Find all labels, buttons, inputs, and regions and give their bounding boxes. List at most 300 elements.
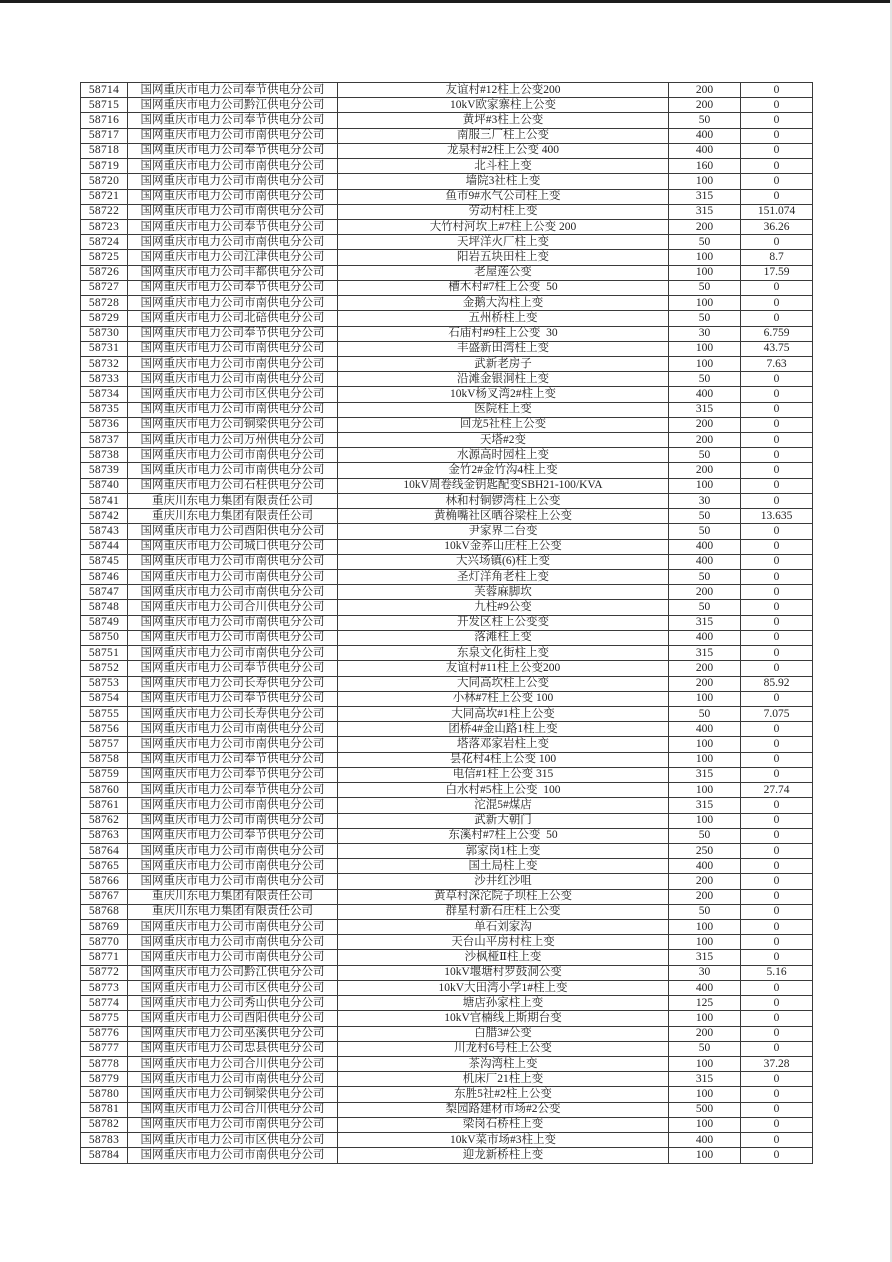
value-cell: 27.74 (741, 783, 813, 798)
value-cell: 0 (741, 539, 813, 554)
company-cell: 国网重庆市电力公司奉节供电分公司 (128, 752, 338, 767)
table-row (81, 1057, 813, 1072)
row-id-cell: 58734 (81, 387, 128, 402)
value-cell: 0 (741, 600, 813, 615)
table-row (81, 585, 813, 600)
company-cell: 重庆川东电力集团有限责任公司 (128, 493, 338, 508)
capacity-cell: 50 (669, 509, 741, 524)
row-id-cell: 58775 (81, 1011, 128, 1026)
company-cell: 国网重庆市电力公司市南供电分公司 (128, 174, 338, 189)
transformer-name-cell: 电信#1柱上公变 315 (338, 767, 669, 782)
table-row (81, 554, 813, 569)
capacity-cell: 100 (669, 935, 741, 950)
capacity-cell: 50 (669, 311, 741, 326)
value-cell: 0 (741, 554, 813, 569)
capacity-cell: 100 (669, 813, 741, 828)
row-id-cell: 58721 (81, 189, 128, 204)
capacity-cell: 100 (669, 752, 741, 767)
value-cell: 0 (741, 950, 813, 965)
transformer-name-cell: 龙泉村#2柱上公变 400 (338, 143, 669, 158)
transformer-name-cell: 武新老房子 (338, 356, 669, 371)
value-cell: 0 (741, 630, 813, 645)
row-id-cell: 58765 (81, 859, 128, 874)
company-cell: 国网重庆市电力公司市南供电分公司 (128, 843, 338, 858)
value-cell: 13.635 (741, 509, 813, 524)
transformer-name-cell: 黄草村深沱院子坝柱上公变 (338, 889, 669, 904)
value-cell: 0 (741, 691, 813, 706)
company-cell: 国网重庆市电力公司市南供电分公司 (128, 128, 338, 143)
transformer-name-cell: 天塔#2变 (338, 433, 669, 448)
value-cell: 8.7 (741, 250, 813, 265)
table-row (81, 1011, 813, 1026)
company-cell: 国网重庆市电力公司市南供电分公司 (128, 235, 338, 250)
transformer-table-container (80, 82, 813, 1164)
value-cell: 0 (741, 296, 813, 311)
transformer-name-cell: 友谊村#12柱上公变200 (338, 83, 669, 98)
table-row (81, 402, 813, 417)
row-id-cell: 58714 (81, 83, 128, 98)
row-id-cell: 58720 (81, 174, 128, 189)
table-row (81, 448, 813, 463)
transformer-name-cell: 白水村#5柱上公变 100 (338, 783, 669, 798)
company-cell: 国网重庆市电力公司铜梁供电分公司 (128, 1087, 338, 1102)
transformer-name-cell: 圣灯洋角老柱上变 (338, 570, 669, 585)
table-row (81, 737, 813, 752)
row-id-cell: 58749 (81, 615, 128, 630)
table-row (81, 706, 813, 721)
value-cell: 0 (741, 463, 813, 478)
company-cell: 国网重庆市电力公司奉节供电分公司 (128, 828, 338, 843)
transformer-name-cell: 友谊村#11柱上公变200 (338, 661, 669, 676)
row-id-cell: 58759 (81, 767, 128, 782)
capacity-cell: 100 (669, 737, 741, 752)
table-body (81, 83, 813, 1164)
capacity-cell: 50 (669, 1041, 741, 1056)
company-cell: 国网重庆市电力公司城口供电分公司 (128, 539, 338, 554)
capacity-cell: 30 (669, 326, 741, 341)
value-cell: 0 (741, 98, 813, 113)
value-cell: 0 (741, 417, 813, 432)
capacity-cell: 160 (669, 159, 741, 174)
capacity-cell: 315 (669, 950, 741, 965)
row-id-cell: 58778 (81, 1057, 128, 1072)
value-cell: 0 (741, 478, 813, 493)
table-row (81, 250, 813, 265)
company-cell: 国网重庆市电力公司市南供电分公司 (128, 950, 338, 965)
transformer-name-cell: 迎龙新桥柱上变 (338, 1148, 669, 1164)
value-cell: 0 (741, 524, 813, 539)
capacity-cell: 100 (669, 1011, 741, 1026)
value-cell: 0 (741, 661, 813, 676)
company-cell: 国网重庆市电力公司市南供电分公司 (128, 1072, 338, 1087)
value-cell: 0 (741, 843, 813, 858)
table-row (81, 219, 813, 234)
row-id-cell: 58718 (81, 143, 128, 158)
row-id-cell: 58730 (81, 326, 128, 341)
table-row (81, 296, 813, 311)
transformer-name-cell: 10kV欧家寨柱上公变 (338, 98, 669, 113)
row-id-cell: 58741 (81, 493, 128, 508)
company-cell: 国网重庆市电力公司市南供电分公司 (128, 1117, 338, 1132)
company-cell: 国网重庆市电力公司市区供电分公司 (128, 1133, 338, 1148)
transformer-name-cell: 北斗柱上变 (338, 159, 669, 174)
table-row (81, 372, 813, 387)
transformer-name-cell: 回龙5社柱上公变 (338, 417, 669, 432)
value-cell: 17.59 (741, 265, 813, 280)
row-id-cell: 58744 (81, 539, 128, 554)
transformer-name-cell: 10kV周卷线金钥匙配变SBH21-100/KVA (338, 478, 669, 493)
company-cell: 国网重庆市电力公司合川供电分公司 (128, 1102, 338, 1117)
transformer-name-cell: 武新大朝门 (338, 813, 669, 828)
company-cell: 国网重庆市电力公司酉阳供电分公司 (128, 1011, 338, 1026)
capacity-cell: 100 (669, 250, 741, 265)
transformer-name-cell: 昙花村4柱上公变 100 (338, 752, 669, 767)
capacity-cell: 200 (669, 661, 741, 676)
row-id-cell: 58755 (81, 706, 128, 721)
transformer-name-cell: 黄坪#3柱上公变 (338, 113, 669, 128)
table-row (81, 1133, 813, 1148)
table-row (81, 189, 813, 204)
capacity-cell: 200 (669, 98, 741, 113)
value-cell: 151.074 (741, 204, 813, 219)
transformer-name-cell: 10kV堰塘村罗鼓洞公变 (338, 965, 669, 980)
row-id-cell: 58739 (81, 463, 128, 478)
row-id-cell: 58732 (81, 356, 128, 371)
value-cell: 0 (741, 996, 813, 1011)
row-id-cell: 58768 (81, 904, 128, 919)
row-id-cell: 58731 (81, 341, 128, 356)
company-cell: 国网重庆市电力公司长寿供电分公司 (128, 676, 338, 691)
capacity-cell: 315 (669, 189, 741, 204)
capacity-cell: 100 (669, 1087, 741, 1102)
table-row (81, 1117, 813, 1132)
table-row (81, 935, 813, 950)
row-id-cell: 58766 (81, 874, 128, 889)
capacity-cell: 50 (669, 706, 741, 721)
transformer-name-cell: 大兴场镇(6)柱上变 (338, 554, 669, 569)
transformer-name-cell: 沿滩金银洞柱上变 (338, 372, 669, 387)
transformer-name-cell: 丰盛新田湾柱上变 (338, 341, 669, 356)
table-row (81, 98, 813, 113)
capacity-cell: 400 (669, 554, 741, 569)
row-id-cell: 58726 (81, 265, 128, 280)
transformer-name-cell: 机床厂21柱上变 (338, 1072, 669, 1087)
row-id-cell: 58750 (81, 630, 128, 645)
transformer-name-cell: 白腊3#公变 (338, 1026, 669, 1041)
row-id-cell: 58761 (81, 798, 128, 813)
table-row (81, 965, 813, 980)
table-row (81, 980, 813, 995)
value-cell: 0 (741, 387, 813, 402)
value-cell: 0 (741, 1117, 813, 1132)
transformer-table (80, 82, 813, 1164)
company-cell: 重庆川东电力集团有限责任公司 (128, 889, 338, 904)
table-row (81, 478, 813, 493)
company-cell: 国网重庆市电力公司市南供电分公司 (128, 356, 338, 371)
table-row (81, 904, 813, 919)
table-row (81, 920, 813, 935)
transformer-name-cell: 五州桥柱上变 (338, 311, 669, 326)
row-id-cell: 58736 (81, 417, 128, 432)
company-cell: 重庆川东电力集团有限责任公司 (128, 904, 338, 919)
transformer-name-cell: 茶沟湾柱上变 (338, 1057, 669, 1072)
company-cell: 国网重庆市电力公司奉节供电分公司 (128, 661, 338, 676)
company-cell: 国网重庆市电力公司奉节供电分公司 (128, 113, 338, 128)
capacity-cell: 200 (669, 463, 741, 478)
table-row (81, 828, 813, 843)
transformer-name-cell: 医院柱上变 (338, 402, 669, 417)
capacity-cell: 100 (669, 265, 741, 280)
company-cell: 国网重庆市电力公司市南供电分公司 (128, 920, 338, 935)
capacity-cell: 100 (669, 296, 741, 311)
page-top-border (0, 0, 892, 3)
row-id-cell: 58737 (81, 433, 128, 448)
table-row (81, 113, 813, 128)
company-cell: 国网重庆市电力公司万州供电分公司 (128, 433, 338, 448)
value-cell: 0 (741, 828, 813, 843)
table-row (81, 387, 813, 402)
capacity-cell: 30 (669, 965, 741, 980)
table-row (81, 859, 813, 874)
capacity-cell: 50 (669, 600, 741, 615)
company-cell: 国网重庆市电力公司市区供电分公司 (128, 980, 338, 995)
table-row (81, 630, 813, 645)
company-cell: 国网重庆市电力公司秀山供电分公司 (128, 996, 338, 1011)
table-row (81, 539, 813, 554)
row-id-cell: 58758 (81, 752, 128, 767)
capacity-cell: 50 (669, 113, 741, 128)
row-id-cell: 58716 (81, 113, 128, 128)
company-cell: 国网重庆市电力公司市南供电分公司 (128, 463, 338, 478)
capacity-cell: 315 (669, 615, 741, 630)
transformer-name-cell: 林和村铜锣湾柱上公变 (338, 493, 669, 508)
transformer-name-cell: 塔落邓家岩柱上变 (338, 737, 669, 752)
table-row (81, 1148, 813, 1164)
value-cell: 0 (741, 1072, 813, 1087)
capacity-cell: 100 (669, 356, 741, 371)
company-cell: 国网重庆市电力公司市南供电分公司 (128, 813, 338, 828)
row-id-cell: 58767 (81, 889, 128, 904)
company-cell: 国网重庆市电力公司市南供电分公司 (128, 935, 338, 950)
value-cell: 0 (741, 235, 813, 250)
value-cell: 0 (741, 113, 813, 128)
company-cell: 国网重庆市电力公司市南供电分公司 (128, 372, 338, 387)
capacity-cell: 400 (669, 859, 741, 874)
capacity-cell: 315 (669, 402, 741, 417)
capacity-cell: 400 (669, 630, 741, 645)
transformer-name-cell: 梁岗石桥柱上变 (338, 1117, 669, 1132)
transformer-name-cell: 墙院3社柱上变 (338, 174, 669, 189)
value-cell: 0 (741, 889, 813, 904)
table-row (81, 661, 813, 676)
table-row (81, 1041, 813, 1056)
row-id-cell: 58742 (81, 509, 128, 524)
transformer-name-cell: 水源高时园柱上变 (338, 448, 669, 463)
table-row (81, 722, 813, 737)
row-id-cell: 58756 (81, 722, 128, 737)
table-row (81, 174, 813, 189)
capacity-cell: 315 (669, 204, 741, 219)
table-row (81, 752, 813, 767)
transformer-name-cell: 单石刘家沟 (338, 920, 669, 935)
capacity-cell: 200 (669, 585, 741, 600)
capacity-cell: 50 (669, 280, 741, 295)
company-cell: 国网重庆市电力公司市南供电分公司 (128, 859, 338, 874)
transformer-name-cell: 郭家岗1柱上变 (338, 843, 669, 858)
value-cell: 0 (741, 159, 813, 174)
capacity-cell: 400 (669, 980, 741, 995)
value-cell: 0 (741, 433, 813, 448)
table-row (81, 159, 813, 174)
table-row (81, 1026, 813, 1041)
value-cell: 0 (741, 1011, 813, 1026)
row-id-cell: 58777 (81, 1041, 128, 1056)
value-cell: 0 (741, 813, 813, 828)
company-cell: 国网重庆市电力公司市南供电分公司 (128, 1148, 338, 1164)
capacity-cell: 100 (669, 1148, 741, 1164)
value-cell: 0 (741, 859, 813, 874)
row-id-cell: 58715 (81, 98, 128, 113)
table-row (81, 280, 813, 295)
capacity-cell: 50 (669, 448, 741, 463)
capacity-cell: 100 (669, 920, 741, 935)
company-cell: 国网重庆市电力公司奉节供电分公司 (128, 83, 338, 98)
row-id-cell: 58776 (81, 1026, 128, 1041)
company-cell: 国网重庆市电力公司奉节供电分公司 (128, 280, 338, 295)
transformer-name-cell: 沱混5#煤店 (338, 798, 669, 813)
table-row (81, 524, 813, 539)
row-id-cell: 58754 (81, 691, 128, 706)
capacity-cell: 100 (669, 174, 741, 189)
table-row (81, 798, 813, 813)
transformer-name-cell: 黄桷嘴社区晒谷梁柱上公变 (338, 509, 669, 524)
transformer-name-cell: 沙枫桠Ⅱ柱上变 (338, 950, 669, 965)
capacity-cell: 125 (669, 996, 741, 1011)
table-row (81, 265, 813, 280)
transformer-name-cell: 梨园路建材市场#2公变 (338, 1102, 669, 1117)
value-cell: 0 (741, 737, 813, 752)
value-cell: 7.63 (741, 356, 813, 371)
value-cell: 43.75 (741, 341, 813, 356)
company-cell: 国网重庆市电力公司忠县供电分公司 (128, 1041, 338, 1056)
table-row (81, 676, 813, 691)
row-id-cell: 58782 (81, 1117, 128, 1132)
row-id-cell: 58751 (81, 646, 128, 661)
table-row (81, 1087, 813, 1102)
row-id-cell: 58733 (81, 372, 128, 387)
capacity-cell: 400 (669, 722, 741, 737)
company-cell: 国网重庆市电力公司市南供电分公司 (128, 189, 338, 204)
value-cell: 0 (741, 143, 813, 158)
value-cell: 0 (741, 1133, 813, 1148)
table-row (81, 143, 813, 158)
company-cell: 国网重庆市电力公司市南供电分公司 (128, 630, 338, 645)
table-row (81, 356, 813, 371)
transformer-name-cell: 小林#7柱上公变 100 (338, 691, 669, 706)
capacity-cell: 400 (669, 143, 741, 158)
transformer-name-cell: 10kV杨叉湾2#柱上变 (338, 387, 669, 402)
value-cell: 37.28 (741, 1057, 813, 1072)
row-id-cell: 58719 (81, 159, 128, 174)
company-cell: 国网重庆市电力公司石柱供电分公司 (128, 478, 338, 493)
value-cell: 36.26 (741, 219, 813, 234)
capacity-cell: 400 (669, 539, 741, 554)
value-cell: 0 (741, 189, 813, 204)
transformer-name-cell: 国土局柱上变 (338, 859, 669, 874)
capacity-cell: 100 (669, 341, 741, 356)
row-id-cell: 58728 (81, 296, 128, 311)
capacity-cell: 30 (669, 493, 741, 508)
capacity-cell: 100 (669, 478, 741, 493)
table-row (81, 433, 813, 448)
company-cell: 国网重庆市电力公司市区供电分公司 (128, 387, 338, 402)
company-cell: 国网重庆市电力公司奉节供电分公司 (128, 143, 338, 158)
capacity-cell: 200 (669, 874, 741, 889)
table-row (81, 767, 813, 782)
transformer-name-cell: 大竹村河坎上#7柱上公变 200 (338, 219, 669, 234)
value-cell: 5.16 (741, 965, 813, 980)
capacity-cell: 200 (669, 1026, 741, 1041)
value-cell: 7.075 (741, 706, 813, 721)
table-row (81, 843, 813, 858)
company-cell: 国网重庆市电力公司奉节供电分公司 (128, 783, 338, 798)
table-row (81, 83, 813, 98)
table-row (81, 889, 813, 904)
company-cell: 国网重庆市电力公司奉节供电分公司 (128, 219, 338, 234)
value-cell: 0 (741, 448, 813, 463)
capacity-cell: 315 (669, 798, 741, 813)
capacity-cell: 400 (669, 128, 741, 143)
transformer-name-cell: 大同高坎#1柱上公变 (338, 706, 669, 721)
row-id-cell: 58772 (81, 965, 128, 980)
company-cell: 国网重庆市电力公司铜梁供电分公司 (128, 417, 338, 432)
row-id-cell: 58753 (81, 676, 128, 691)
transformer-name-cell: 塘店孙家柱上变 (338, 996, 669, 1011)
row-id-cell: 58727 (81, 280, 128, 295)
table-row (81, 235, 813, 250)
row-id-cell: 58725 (81, 250, 128, 265)
capacity-cell: 200 (669, 676, 741, 691)
row-id-cell: 58783 (81, 1133, 128, 1148)
capacity-cell: 200 (669, 83, 741, 98)
company-cell: 国网重庆市电力公司市南供电分公司 (128, 402, 338, 417)
transformer-name-cell: 10kV大田湾小学1#柱上变 (338, 980, 669, 995)
company-cell: 国网重庆市电力公司长寿供电分公司 (128, 706, 338, 721)
company-cell: 国网重庆市电力公司巫溪供电分公司 (128, 1026, 338, 1041)
row-id-cell: 58771 (81, 950, 128, 965)
transformer-name-cell: 开发区柱上公变变 (338, 615, 669, 630)
table-row (81, 509, 813, 524)
row-id-cell: 58784 (81, 1148, 128, 1164)
value-cell: 0 (741, 798, 813, 813)
value-cell: 0 (741, 1102, 813, 1117)
company-cell: 国网重庆市电力公司市南供电分公司 (128, 159, 338, 174)
row-id-cell: 58723 (81, 219, 128, 234)
row-id-cell: 58779 (81, 1072, 128, 1087)
row-id-cell: 58724 (81, 235, 128, 250)
table-row (81, 341, 813, 356)
table-row (81, 600, 813, 615)
company-cell: 国网重庆市电力公司丰都供电分公司 (128, 265, 338, 280)
company-cell: 国网重庆市电力公司奉节供电分公司 (128, 326, 338, 341)
value-cell: 0 (741, 570, 813, 585)
row-id-cell: 58757 (81, 737, 128, 752)
transformer-name-cell: 东胜5社#2柱上公变 (338, 1087, 669, 1102)
transformer-name-cell: 南服三厂柱上公变 (338, 128, 669, 143)
capacity-cell: 100 (669, 691, 741, 706)
company-cell: 国网重庆市电力公司市南供电分公司 (128, 448, 338, 463)
transformer-name-cell: 10kV菜市场#3柱上变 (338, 1133, 669, 1148)
